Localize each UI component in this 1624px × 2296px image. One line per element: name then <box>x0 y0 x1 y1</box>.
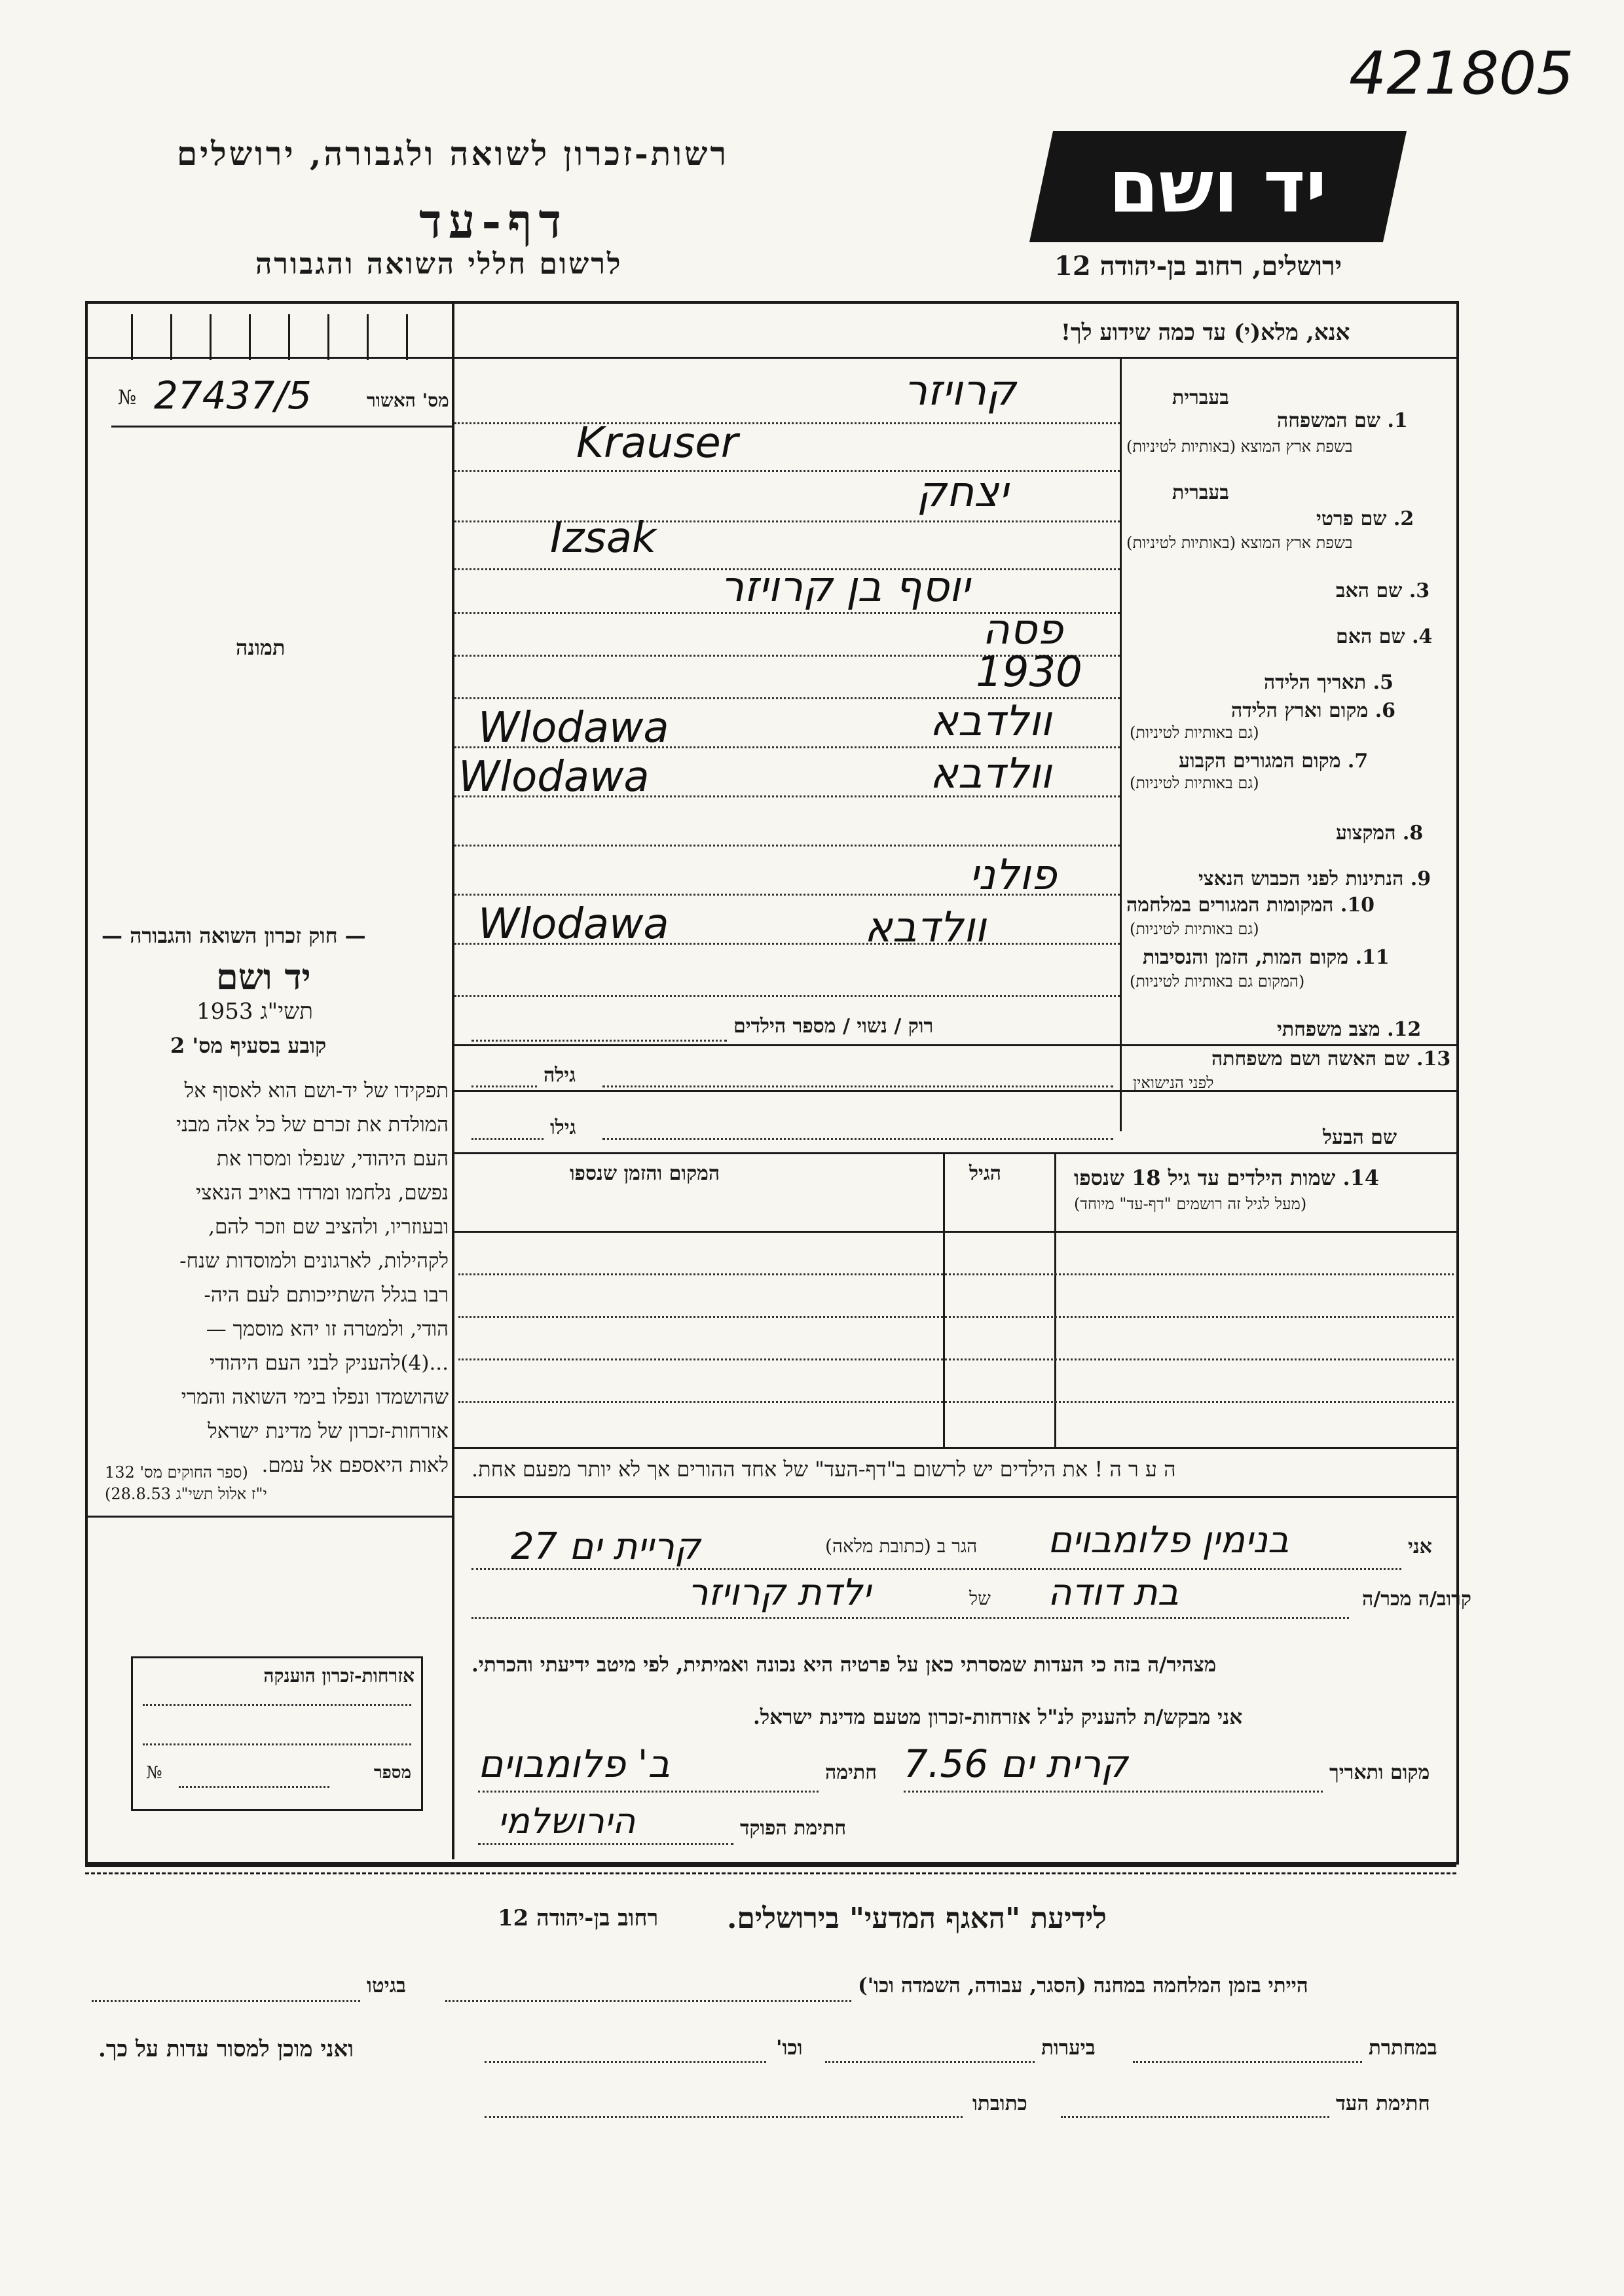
bottom-address: רחוב בן-יהודה 12 <box>498 1905 659 1931</box>
f2-hebrew-tag: בעברית <box>1172 481 1229 504</box>
bottom-line1b: בגיטו <box>367 1974 406 1997</box>
note-text: ה ע ר ה ! את הילדים יש לרשום ב"דף-העד" של אחד ההורים אך לא יותר מפעם אחת. <box>471 1457 1176 1482</box>
f10-sub: (גם באותיות לטיניות) <box>1130 920 1259 938</box>
decl-signature-label: חתימה <box>825 1761 877 1784</box>
authority-title: רשות-זכרון לשואה ולגבורה, ירושלים <box>177 134 729 173</box>
law-ref2: י"ז אלול תשי"ג 28.8.53) <box>105 1485 267 1503</box>
f13-sub: לפני הנישואין <box>1133 1074 1214 1092</box>
f9-value[interactable]: פולני <box>969 851 1057 900</box>
f6-value-he[interactable]: וולדבא <box>930 697 1052 746</box>
law-body: תפקידו של יד-ושם הוא לאסוף אל המולדת את זכרם של כל אלה מבני העם היהודי, שנפלו ומסרו את נפשם, נלחמו ומרדו באויב הנאצי ובעוזריו, ולהציב שם וזכר להם, לקהילות, לארגונים ולמוסדות שנח- רבו בגלל השתייכותם לעם היה- הודי, ולמטרה זו יהא מוסמך — ...(4)להעניק לבני העם היהודי שהושמדו ונפלו בימי השואה והמרי אזרחות-זכרון של מדינת ישראל לאות היאספם אל עמם. <box>175 1079 449 1477</box>
photo-label: תמונה <box>236 635 286 660</box>
citizenship-number-label: מספר <box>373 1763 411 1783</box>
intro-text: אנא, מלא(י) עד כמה שידוע לך! <box>1061 319 1350 346</box>
f13-age-label: גילה <box>544 1064 576 1087</box>
form-subtitle: לרשום חללי השואה והגבורה <box>255 247 623 281</box>
f7-value-lat[interactable]: Wlodawa <box>458 753 650 801</box>
law-ref1: (ספר החוקים מס' 132 <box>105 1463 248 1482</box>
bottom-line2c: וכו' <box>776 2036 803 2060</box>
bottom-line3a: חתימת העד <box>1336 2092 1430 2115</box>
f10-value-he[interactable]: וולדבא <box>864 903 986 952</box>
f13-label: 13. שם האשה ושם משפחתה <box>1211 1048 1451 1070</box>
decl-witness-name[interactable]: בנימין פלומבוים <box>1048 1519 1289 1561</box>
f8-label: 8. המקצוע <box>1336 822 1424 845</box>
f1-value-lat[interactable]: Krauser <box>576 419 739 467</box>
approval-label: מס' האשור <box>367 390 449 411</box>
bottom-title: לידיעת "האגף המדעי" בירושלים. <box>727 1902 1107 1935</box>
decl-place-date[interactable]: קרית ים 7.56 <box>904 1741 1128 1786</box>
f2-value-he[interactable]: יצחק <box>917 468 1008 517</box>
decl-statement: מצהיר/ה בזה כי העדות שמסרתי כאן על פרטיה היא נכונה ואמיתית, לפי מיטב ידיעתי והכרתי. <box>471 1653 1217 1677</box>
f7-value-he[interactable]: וולדבא <box>930 750 1052 798</box>
f14-sub: (מעל לגיל זה רושמים "דף-עד" מיוחד) <box>1074 1195 1307 1213</box>
decl-ani: אני <box>1408 1535 1432 1558</box>
f5-value[interactable]: 1930 <box>976 648 1082 697</box>
f1-hebrew-tag: בעברית <box>1172 386 1229 409</box>
archive-number: 421805 <box>1349 39 1574 108</box>
f3-value[interactable]: יוסף בן קרויזר <box>720 563 970 611</box>
decl-place-date-label: מקום ותאריך <box>1329 1761 1430 1784</box>
citizenship-no-mark: № <box>146 1763 162 1783</box>
f10-label: 10. המקומות המגורים במלחמה <box>1126 894 1375 917</box>
bottom-line2a: במחתרת <box>1369 2036 1437 2060</box>
yad-vashem-logo: יד ושם <box>1029 131 1407 242</box>
decl-request: אני מבקש/ת להעניק לנ"ל אזרחות-זכרון מטעם מדינת ישראל. <box>753 1705 1243 1729</box>
decl-address[interactable]: קריית ים 27 <box>511 1525 701 1568</box>
husband-age-label: גילו <box>550 1116 576 1139</box>
f2-value-lat[interactable]: Izsak <box>550 514 657 562</box>
f6-sub: (גם באותיות לטיניות) <box>1130 723 1259 742</box>
f14-label: 14. שמות הילדים עד גיל 18 שנספו <box>1074 1165 1380 1190</box>
f3-label: 3. שם האב <box>1336 579 1430 602</box>
decl-of: של <box>969 1588 991 1609</box>
f7-sub: (גם באותיות לטיניות) <box>1130 774 1259 792</box>
f6-value-lat[interactable]: Wlodawa <box>478 704 669 752</box>
f4-label: 4. שם האם <box>1336 625 1433 648</box>
bottom-line2b: ביערות <box>1041 2036 1096 2060</box>
decl-officer-sig[interactable]: הירושלמי <box>498 1800 636 1842</box>
f9-label: 9. הנתינות לפני הכבוש הנאצי <box>1198 867 1431 890</box>
f2-label: 2. שם פרטי <box>1316 507 1414 530</box>
bottom-line3b: כתובתו <box>972 2092 1027 2115</box>
law-clause: קובע בסעיף מס' 2 <box>170 1033 327 1058</box>
decl-signature[interactable]: ב' פלומבוים <box>478 1741 671 1786</box>
decl-relation-of[interactable]: ילדת קרויזר <box>688 1571 871 1614</box>
f6-label: 6. מקום וארץ הלידה <box>1231 699 1396 722</box>
form-title: דף-עד <box>419 193 568 249</box>
header-address: ירושלים, רחוב בן-יהודה 12 <box>1054 251 1342 282</box>
decl-officer-label: חתימת הפוקד <box>740 1817 847 1840</box>
decl-relative: קרוב/ה מכר/ה <box>1362 1588 1471 1611</box>
f7-label: 7. מקום המגורים הקבוע <box>1179 750 1369 773</box>
law-title: — חוק זכרון השואה והגבורה — <box>101 923 366 948</box>
bottom-line2d: ואני מוכן למסור עדות על כך. <box>98 2036 354 2062</box>
bottom-line1a: הייתי בזמן המלחמה במחנה (הסגר, עבודה, השמדה וכו') <box>858 1974 1308 1997</box>
law-name: יד ושם <box>216 956 311 998</box>
citizenship-box <box>131 1656 423 1811</box>
f12-options: רוק / נשוי / מספר הילדים <box>733 1015 934 1038</box>
f4-value[interactable]: פסה <box>982 606 1063 654</box>
husband-label: שם הבעל <box>1323 1126 1397 1149</box>
f11-label: 11. מקום המות, הזמן והנסיבות <box>1143 946 1390 969</box>
f1-value-he[interactable]: קרויזר <box>904 367 1016 415</box>
f11-sub: (המקום גם באותיות לטיניות) <box>1130 972 1305 991</box>
decl-relation[interactable]: בת דודה <box>1048 1571 1179 1614</box>
citizenship-title: אזרחות-זכרון הוענקה <box>263 1665 415 1686</box>
f1-label: 1. שם המשפחה <box>1277 409 1408 432</box>
approval-no-mark: № <box>118 386 137 409</box>
law-year: תשי"ג 1953 <box>196 998 313 1025</box>
f14-col-age: הגיל <box>969 1162 1002 1185</box>
approval-number[interactable]: 27437/5 <box>154 373 312 418</box>
f10-value-lat[interactable]: Wlodawa <box>478 900 669 949</box>
f12-label: 12. מצב משפחתי <box>1277 1018 1422 1041</box>
f1-sub: בשפת ארץ המוצא (באותיות לטיניות) <box>1126 437 1353 456</box>
f14-col-place: המקום והזמן שנספו <box>570 1162 720 1185</box>
decl-resides: הגר ב (כתובת מלאה) <box>825 1535 978 1557</box>
f2-sub: בשפת ארץ המוצא (באותיות לטיניות) <box>1126 534 1353 552</box>
f5-label: 5. תאריך הלידה <box>1264 671 1393 694</box>
